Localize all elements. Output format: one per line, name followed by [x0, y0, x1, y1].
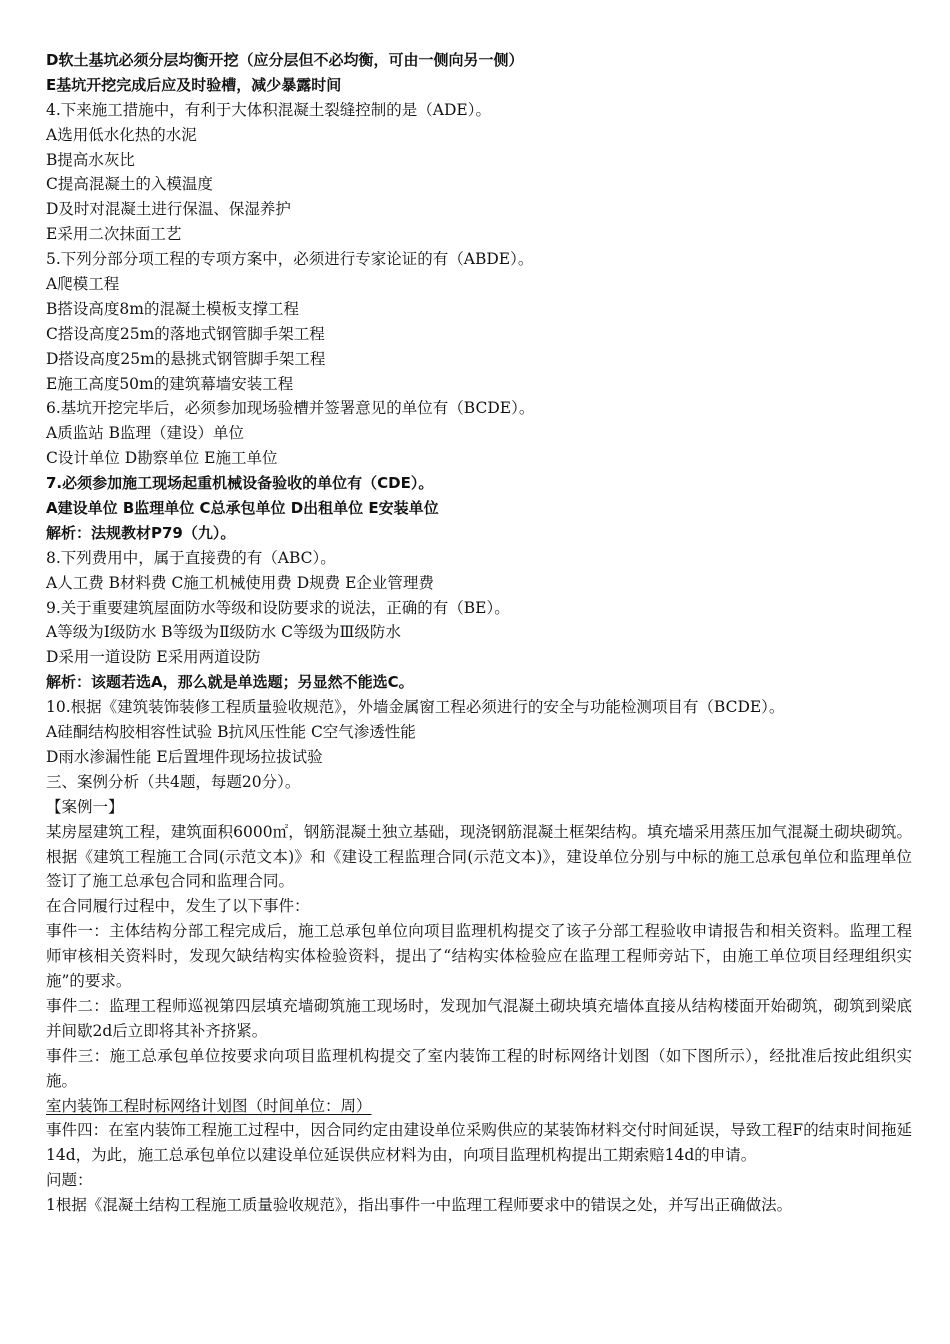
events-intro: 在合同履行过程中，发生了以下事件：: [46, 897, 310, 916]
q4-option-e: E采用二次抹面工艺: [46, 225, 182, 244]
q5-option-c: C搭设高度25m的落地式钢管脚手架工程: [46, 324, 325, 343]
q9-options-1: A等级为Ⅰ级防水 B等级为Ⅱ级防水 C等级为Ⅲ级防水: [46, 623, 401, 642]
event-2: 事件二：监理工程师巡视第四层填充墙砌筑施工现场时，发现加气混凝土砌块填充墙体直接从结构楼面开始砌筑，砌筑到梁底并间歇2d后立即将其补齐挤紧。: [46, 996, 912, 1040]
q6-options-1: A质监站 B监理（建设）单位: [46, 424, 245, 443]
q6-options-2: C设计单位 D勘察单位 E施工单位: [46, 449, 278, 468]
bold-line-e: E基坑开挖完成后应及时验槽，减少暴露时间: [46, 75, 342, 94]
q4-option-d: D及时对混凝土进行保温、保湿养护: [46, 200, 291, 219]
q4-option-c: C提高混凝土的入模温度: [46, 175, 213, 194]
q9-analysis: 解析：该题若选A，那么就是单选题；另显然不能选C。: [46, 673, 414, 692]
chart-caption: 室内装饰工程时标网络计划图（时间单位：周）: [46, 1096, 372, 1115]
section-heading: 三、案例分析（共4题，每题20分）。: [46, 772, 301, 791]
event-3: 事件三：施工总承包单位按要求向项目监理机构提交了室内装饰工程的时标网络计划图（如下图所示），经批准后按此组织实施。: [46, 1046, 912, 1090]
q7-analysis: 解析：法规教材P79（九）。: [46, 523, 236, 542]
question-1: 1根据《混凝土结构工程施工质量验收规范》，指出事件一中监理工程师要求中的错误之处，并写出正确做法。: [46, 1196, 793, 1215]
q5-option-b: B搭设高度8m的混凝土模板支撑工程: [46, 299, 299, 318]
questions-label: 问题：: [46, 1171, 93, 1190]
event-1: 事件一：主体结构分部工程完成后，施工总承包单位向项目监理机构提交了该子分部工程验收申请报告和相关资料。监理工程师审核相关资料时，发现欠缺结构实体检验资料，提出了“结构实体检验应在监理工程师旁站下，由施工单位项目经理组织实施”的要求。: [46, 922, 912, 991]
q5-option-d: D搭设高度25m的悬挑式钢管脚手架工程: [46, 349, 326, 368]
q4-option-a: A选用低水化热的水泥: [46, 125, 197, 144]
q7-options: A建设单位 B监理单位 C总承包单位 D出租单位 E安装单位: [46, 499, 439, 518]
event-4: 事件四：在室内装饰工程施工过程中，因合同约定由建设单位采购供应的某装饰材料交付时间延误，导致工程F的结束时间拖延14d，为此，施工总承包单位以建设单位延误供应材料为由，向项目监理机构提出工期索赔14d的申请。: [46, 1121, 912, 1165]
case-intro: 某房屋建筑工程，建筑面积6000㎡，钢筋混凝土独立基础，现浇钢筋混凝土框架结构。填充墙采用蒸压加气混凝土砌块砌筑。根据《建筑工程施工合同(示范文本)》和《建设工程监理合同(示范文本)》，建设单位分别与中标的施工总承包单位和监理单位签订了施工总承包合同和监理合同。: [46, 822, 912, 891]
q5-option-a: A爬模工程: [46, 275, 120, 294]
q10-options-2: D雨水渗漏性能 E后置埋件现场拉拔试验: [46, 747, 323, 766]
q4-stem: 4.下来施工措施中，有利于大体积混凝土裂缝控制的是（ADE）。: [46, 100, 491, 119]
q8-stem: 8.下列费用中，属于直接费的有（ABC）。: [46, 548, 336, 567]
q4-option-b: B提高水灰比: [46, 150, 135, 169]
q9-stem: 9.关于重要建筑屋面防水等级和设防要求的说法，正确的有（BE）。: [46, 598, 510, 617]
q10-stem: 10.根据《建筑装饰装修工程质量验收规范》，外墙金属窗工程必须进行的安全与功能检测项目有（BCDE）。: [46, 698, 785, 717]
bold-line-d: D软土基坑必须分层均衡开挖（应分层但不必均衡，可由一侧向另一侧）: [46, 51, 524, 69]
q8-options: A人工费 B材料费 C施工机械使用费 D规费 E企业管理费: [46, 573, 434, 592]
q5-option-e: E施工高度50m的建筑幕墙安装工程: [46, 374, 294, 393]
q7-stem: 7.必须参加施工现场起重机械设备验收的单位有（CDE）。: [46, 474, 434, 493]
q5-stem: 5.下列分部分项工程的专项方案中，必须进行专家论证的有（ABDE）。: [46, 250, 534, 269]
q9-options-2: D采用一道设防 E采用两道设防: [46, 648, 261, 667]
document-page: [46, 48, 912, 1218]
q6-stem: 6.基坑开挖完毕后，必须参加现场验槽并签署意见的单位有（BCDE）。: [46, 399, 535, 418]
q10-options-1: A硅酮结构胶相容性试验 B抗风压性能 C空气渗透性能: [46, 723, 416, 742]
case-title: 【案例一】: [46, 797, 124, 816]
